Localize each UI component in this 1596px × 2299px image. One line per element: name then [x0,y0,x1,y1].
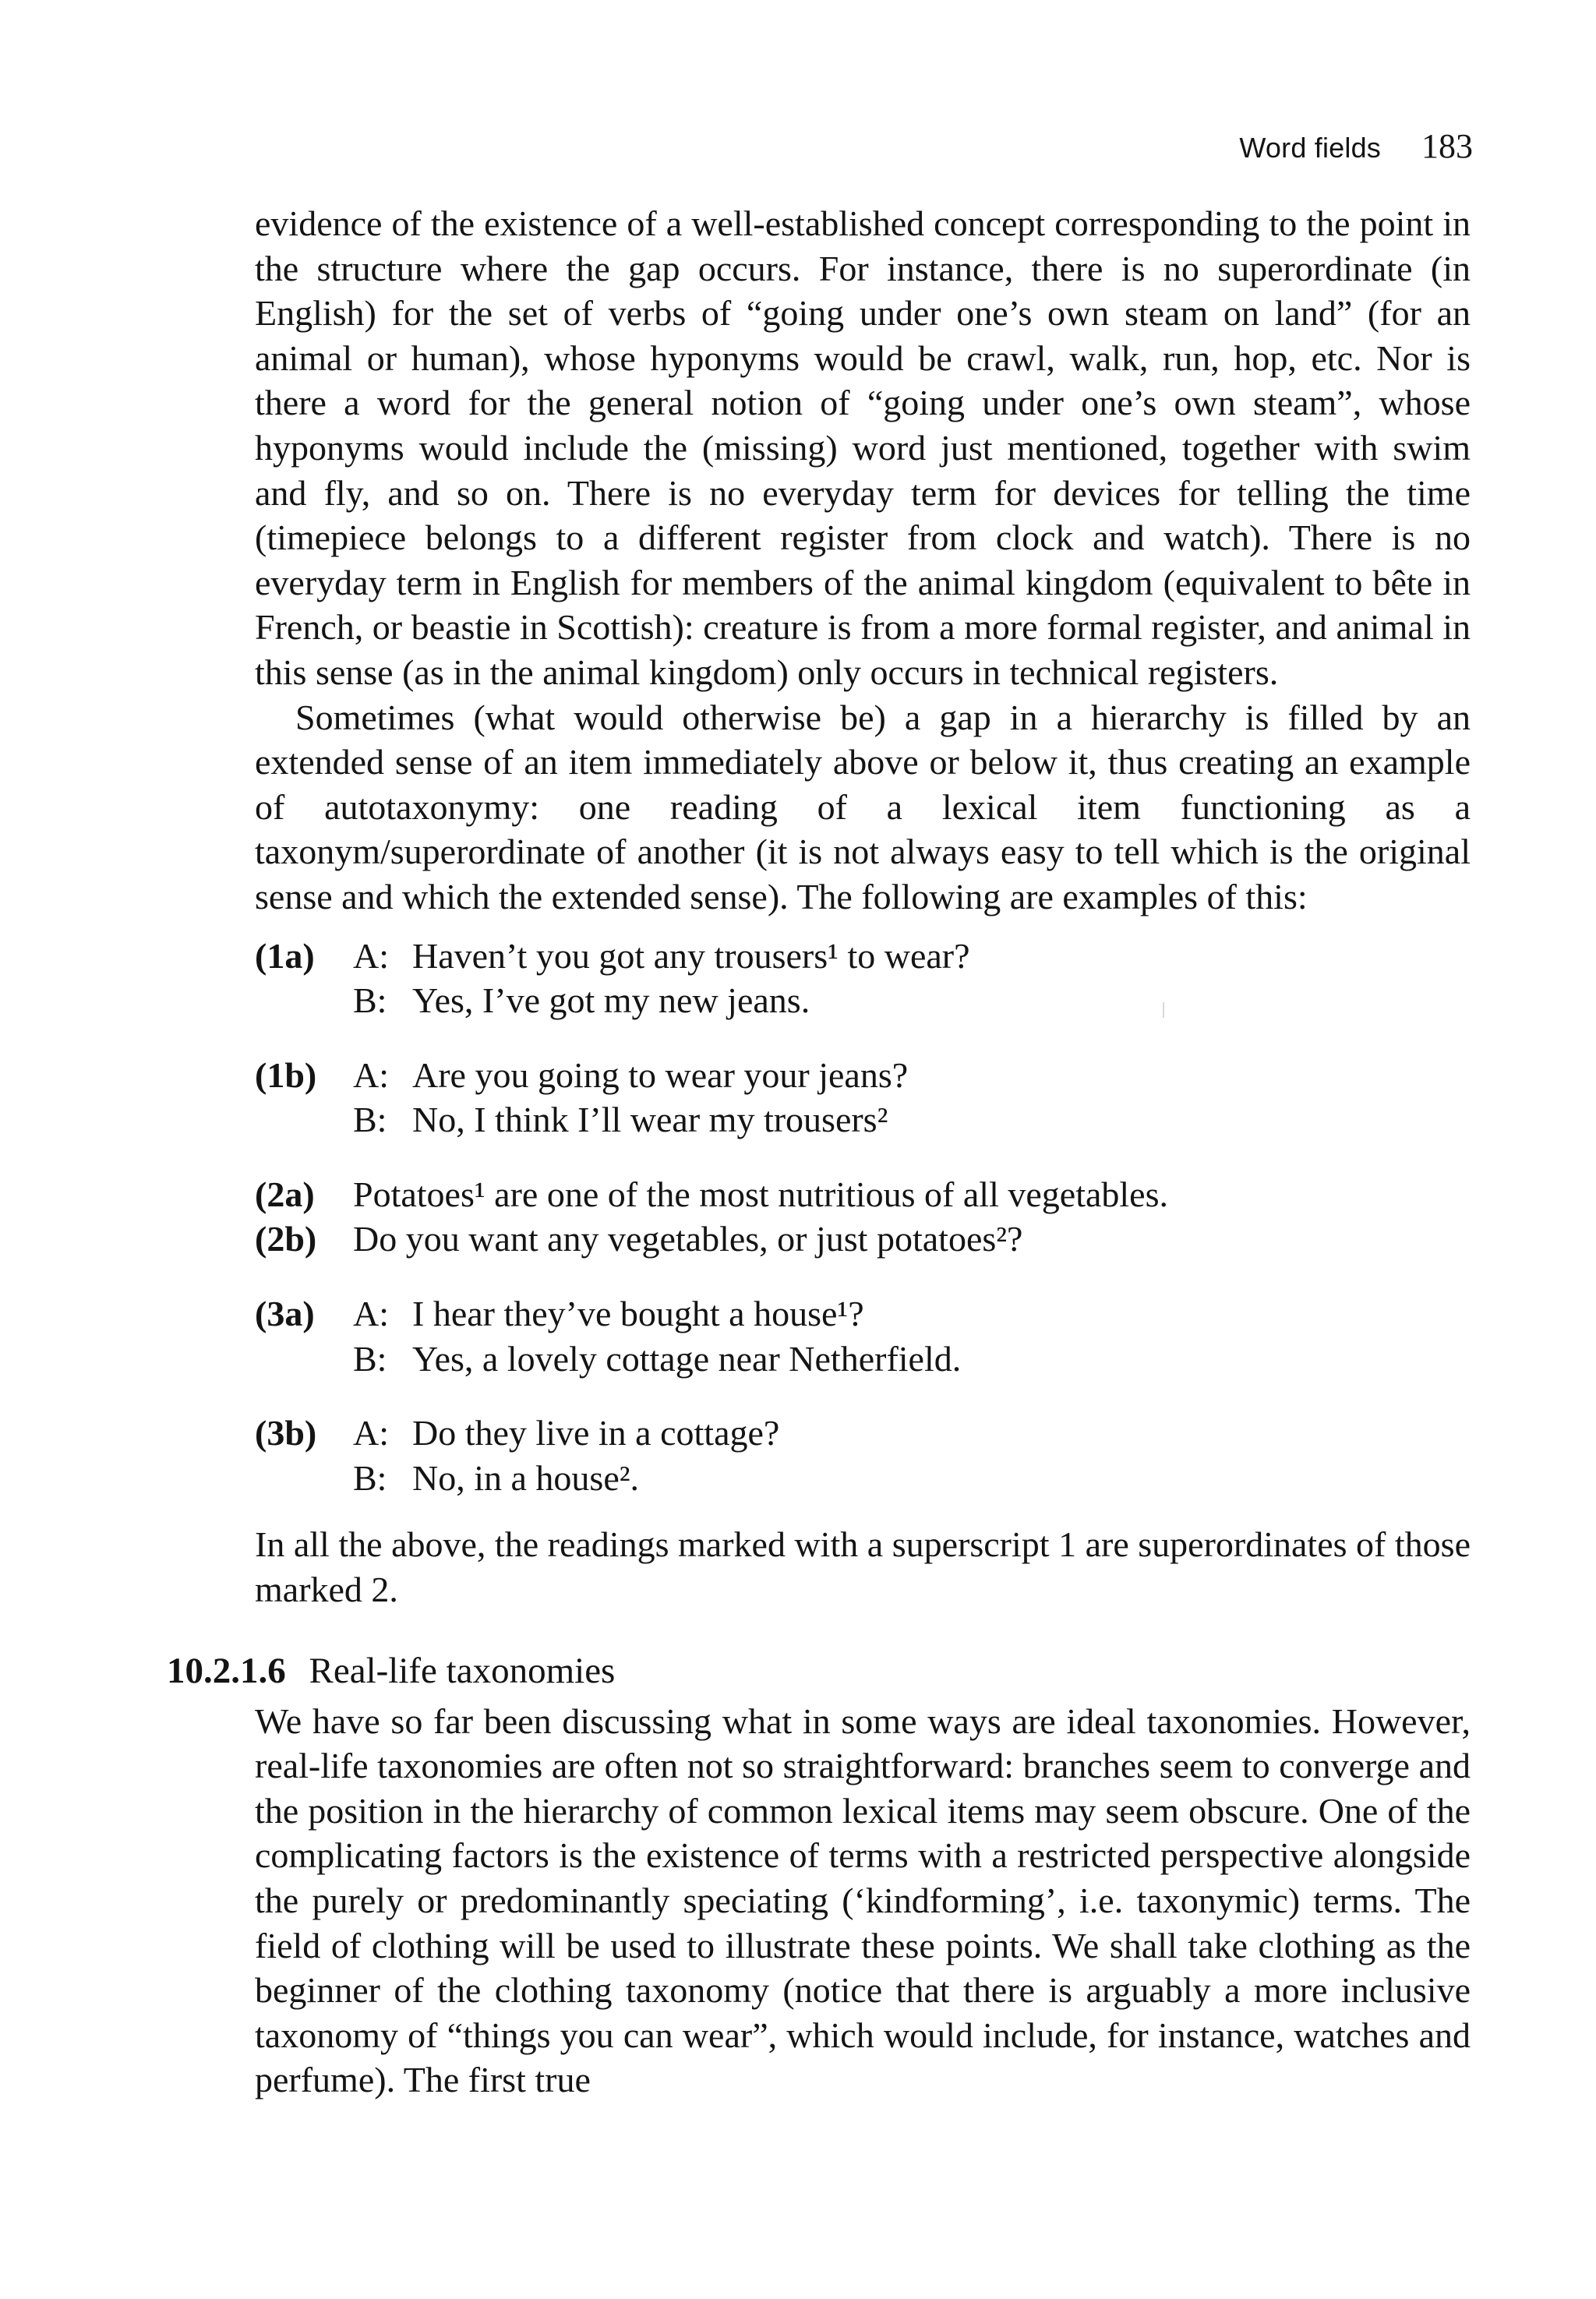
speaker-a: A: [353,1294,389,1334]
example-row [255,978,1471,1023]
example-line: Do they live in a cottage? [412,1413,780,1453]
page-body [167,201,1471,2103]
speaker-a: A: [353,935,389,976]
example-line: Yes, I’ve got my new jeans. [412,980,810,1021]
example-line: No, I think I’ll wear my trousers² [412,1100,888,1140]
example-1b [255,1053,1471,1142]
example-3b [255,1411,1471,1500]
example-label: (3a) [255,1294,315,1334]
speaker-b: B: [353,1457,387,1498]
example-line: Haven’t you got any trousers¹ to wear? [412,935,970,976]
example-row [255,1291,1471,1337]
example-row [255,1053,1471,1098]
example-label: (3b) [255,1413,317,1453]
example-2 [255,1172,1471,1262]
example-row [255,1337,1471,1382]
example-line: Do you want any vegetables, or just potatoes²? [353,1219,1023,1259]
example-row [255,1411,1471,1456]
paragraph-real-life-taxonomies: We have so far been discussing what in some ways are ideal taxonomies. However, real-life taxonomies are often not so straightforward: branches seem to converge and the position in the hierarchy of common lexical items may seem obscure. One of the complicating factors is the existence of terms with a restricted perspective alongside the purely or predominantly speciating (‘kindforming’, i.e. taxonymic) terms. The field of clothing will be used to illustrate these points. We shall take clothing as the beginner of the clothing taxonomy (notice that there is arguably a more inclusive taxonomy of “things you can wear”, which would include, for instance, watches and perfume). The first true [255,1700,1471,2100]
example-row [255,1172,1471,1217]
page-header [1239,126,1473,173]
faint-scan-mark [1163,1002,1164,1018]
example-3a [255,1291,1471,1381]
speaker-a: A: [353,1054,389,1095]
example-1a [255,934,1471,1023]
example-line: Are you going to wear your jeans? [412,1054,909,1095]
paragraph-gap-evidence: evidence of the existence of a well-established concept corresponding to the point in the structure where the gap occurs. For instance, there is no superordinate (in English) for the set of verbs of “going under one’s own steam on land” (for an animal or human), whose hyponyms would be crawl, walk, run, hop, etc. Nor is there a word for the general notion of “going under one’s own steam”, whose hyponyms would include the (missing) word just mentioned, together with swim and fly, and so on. There is no everyday term for devices for telling the time (timepiece belongs to a different register from clock and watch). There is no everyday term in English for members of the animal kingdom (equivalent to bête in French, or beastie in Scottish): creature is from a more formal register, and animal in this sense (as in the animal kingdom) only occurs in technical registers. [255,203,1471,692]
example-label: (1b) [255,1054,317,1095]
speaker-a: A: [353,1413,389,1453]
speaker-b: B: [353,1338,387,1379]
speaker-b: B: [353,1100,387,1140]
example-label: (2b) [255,1219,317,1259]
running-head: Word fields [1239,132,1381,164]
example-line: I hear they’ve bought a house¹? [412,1294,864,1334]
example-line: No, in a house². [412,1457,640,1498]
example-line: Yes, a lovely cottage near Netherfield. [412,1338,962,1379]
page-number: 183 [1421,127,1473,165]
speaker-b: B: [353,980,387,1021]
summary-paragraph: In all the above, the readings marked with a superscript 1 are superordinates of those marked 2. [255,1524,1471,1610]
example-row [255,934,1471,979]
example-row [255,1456,1471,1501]
section-number: 10.2.1.6 [167,1650,286,1691]
example-label: (1a) [255,935,315,976]
section-title: Real-life taxonomies [309,1650,616,1691]
example-label: (2a) [255,1174,315,1214]
example-row [255,1217,1471,1262]
section-heading [167,1647,1471,1694]
example-line: Potatoes¹ are one of the most nutritious of all vegetables. [353,1174,1168,1214]
example-row [255,1097,1471,1142]
paragraph-autotaxonymy: Sometimes (what would otherwise be) a gap in a hierarchy is filled by an extended sense of an item immediately above or below it, thus creating an example of autotaxonymy: one reading of a lexical item functioning as a taxonym/superordinate of another (it is not always easy to tell which is the original sense and which the extended sense). The following are examples of this: [255,697,1471,916]
